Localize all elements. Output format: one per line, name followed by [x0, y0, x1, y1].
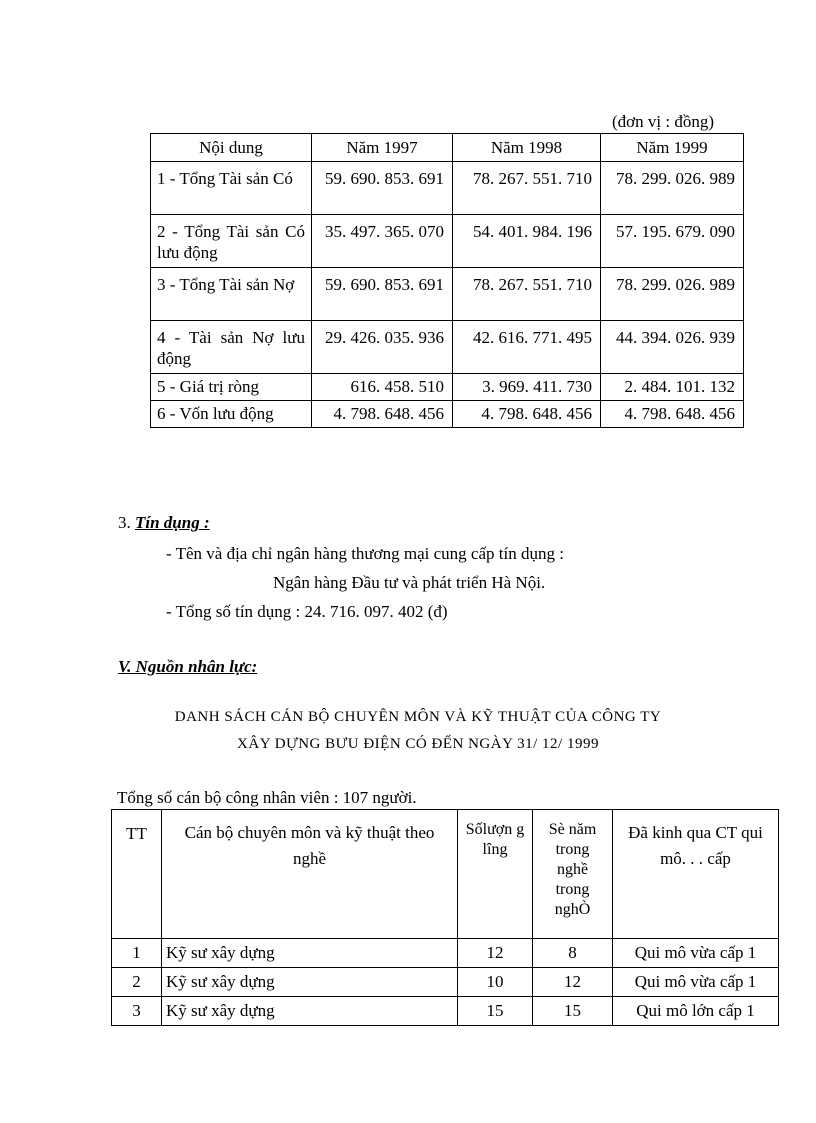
staff-row [112, 968, 779, 997]
cell-scale: Qui mô vừa cấp 1 [613, 968, 779, 997]
cell-role: Kỹ sư xây dựng [162, 968, 458, 997]
value-1998: 78. 267. 551. 710 [453, 268, 601, 321]
credit-bank-name: Ngân hàng Đầu tư và phát triển Hà Nội. [273, 573, 546, 592]
row-label: 6 - Vốn lưu động [151, 401, 312, 428]
value-1998: 78. 267. 551. 710 [453, 162, 601, 215]
value-1999: 78. 299. 026. 989 [601, 162, 744, 215]
finance-row [151, 268, 744, 321]
value-1997: 59. 690. 853. 691 [312, 268, 453, 321]
value-1998: 4. 798. 648. 456 [453, 401, 601, 428]
staff-total: Tổng số cán bộ công nhân viên : 107 người. [117, 788, 417, 807]
list-title-line1: DANH SÁCH CÁN BỘ CHUYÊN MÔN VÀ KỸ THUẬT CỦA CÔNG TY [174, 709, 662, 725]
staff-header-row [112, 810, 779, 939]
header-scale: Đã kinh qua CT qui mô. . . cấp [613, 810, 779, 939]
value-1997: 616. 458. 510 [312, 374, 453, 401]
cell-scale: Qui mô lớn cấp 1 [613, 997, 779, 1026]
value-1999: 2. 484. 101. 132 [601, 374, 744, 401]
header-1997: Năm 1997 [312, 134, 453, 162]
cell-scale: Qui mô vừa cấp 1 [613, 939, 779, 968]
finance-header-row [151, 134, 744, 162]
header-role: Cán bộ chuyên môn và kỹ thuật theo nghề [162, 810, 458, 939]
value-1998: 3. 969. 411. 730 [453, 374, 601, 401]
cell-tt: 3 [112, 997, 162, 1026]
finance-row [151, 215, 744, 268]
value-1998: 42. 616. 771. 495 [453, 321, 601, 374]
credit-heading [118, 513, 210, 533]
value-1999: 78. 299. 026. 989 [601, 268, 744, 321]
value-1997: 59. 690. 853. 691 [312, 162, 453, 215]
finance-row [151, 401, 744, 428]
value-1997: 29. 426. 035. 936 [312, 321, 453, 374]
header-1998: Năm 1998 [453, 134, 601, 162]
value-1998: 54. 401. 984. 196 [453, 215, 601, 268]
value-1999: 44. 394. 026. 939 [601, 321, 744, 374]
cell-count: 10 [458, 968, 533, 997]
credit-bank-label: - Tên và địa chỉ ngân hàng thương mại cung cấp tín dụng : [166, 544, 564, 563]
cell-years: 15 [533, 997, 613, 1026]
cell-role: Kỹ sư xây dựng [162, 997, 458, 1026]
row-label: 1 - Tổng Tài sản Có [151, 162, 312, 215]
header-1999: Năm 1999 [601, 134, 744, 162]
cell-role: Kỹ sư xây dựng [162, 939, 458, 968]
value-1999: 4. 798. 648. 456 [601, 401, 744, 428]
cell-tt: 2 [112, 968, 162, 997]
staff-row [112, 997, 779, 1026]
cell-tt: 1 [112, 939, 162, 968]
cell-count: 15 [458, 997, 533, 1026]
header-tt: TT [112, 810, 162, 939]
list-title-line2: XÂY DỰNG BƯU ĐIỆN CÓ ĐẾN NGÀY 31/ 12/ 1999 [237, 736, 599, 752]
staff-table [111, 809, 779, 1026]
cell-years: 8 [533, 939, 613, 968]
credit-total: - Tổng số tín dụng : 24. 716. 097. 402 (đ) [166, 602, 448, 621]
finance-row [151, 374, 744, 401]
credit-title: Tín dụng : [135, 513, 210, 532]
finance-row [151, 321, 744, 374]
cell-count: 12 [458, 939, 533, 968]
finance-row [151, 162, 744, 215]
credit-number: 3. [118, 513, 131, 532]
header-content: Nội dung [151, 134, 312, 162]
section-v-title: V. Nguồn nhân lực: [118, 657, 258, 676]
header-count: Sốlượn g lîng [458, 810, 533, 939]
value-1997: 35. 497. 365. 070 [312, 215, 453, 268]
row-label: 2 - Tổng Tài sản Có lưu động [151, 215, 312, 268]
row-label: 4 - Tài sản Nợ lưu động [151, 321, 312, 374]
unit-note: (đơn vị : đồng) [612, 112, 715, 131]
value-1999: 57. 195. 679. 090 [601, 215, 744, 268]
staff-row [112, 939, 779, 968]
header-years: Sè năm trong nghề trong nghÒ [533, 810, 613, 939]
value-1997: 4. 798. 648. 456 [312, 401, 453, 428]
finance-table [150, 133, 744, 428]
cell-years: 12 [533, 968, 613, 997]
row-label: 3 - Tổng Tài sản Nợ [151, 268, 312, 321]
row-label: 5 - Giá trị ròng [151, 374, 312, 401]
